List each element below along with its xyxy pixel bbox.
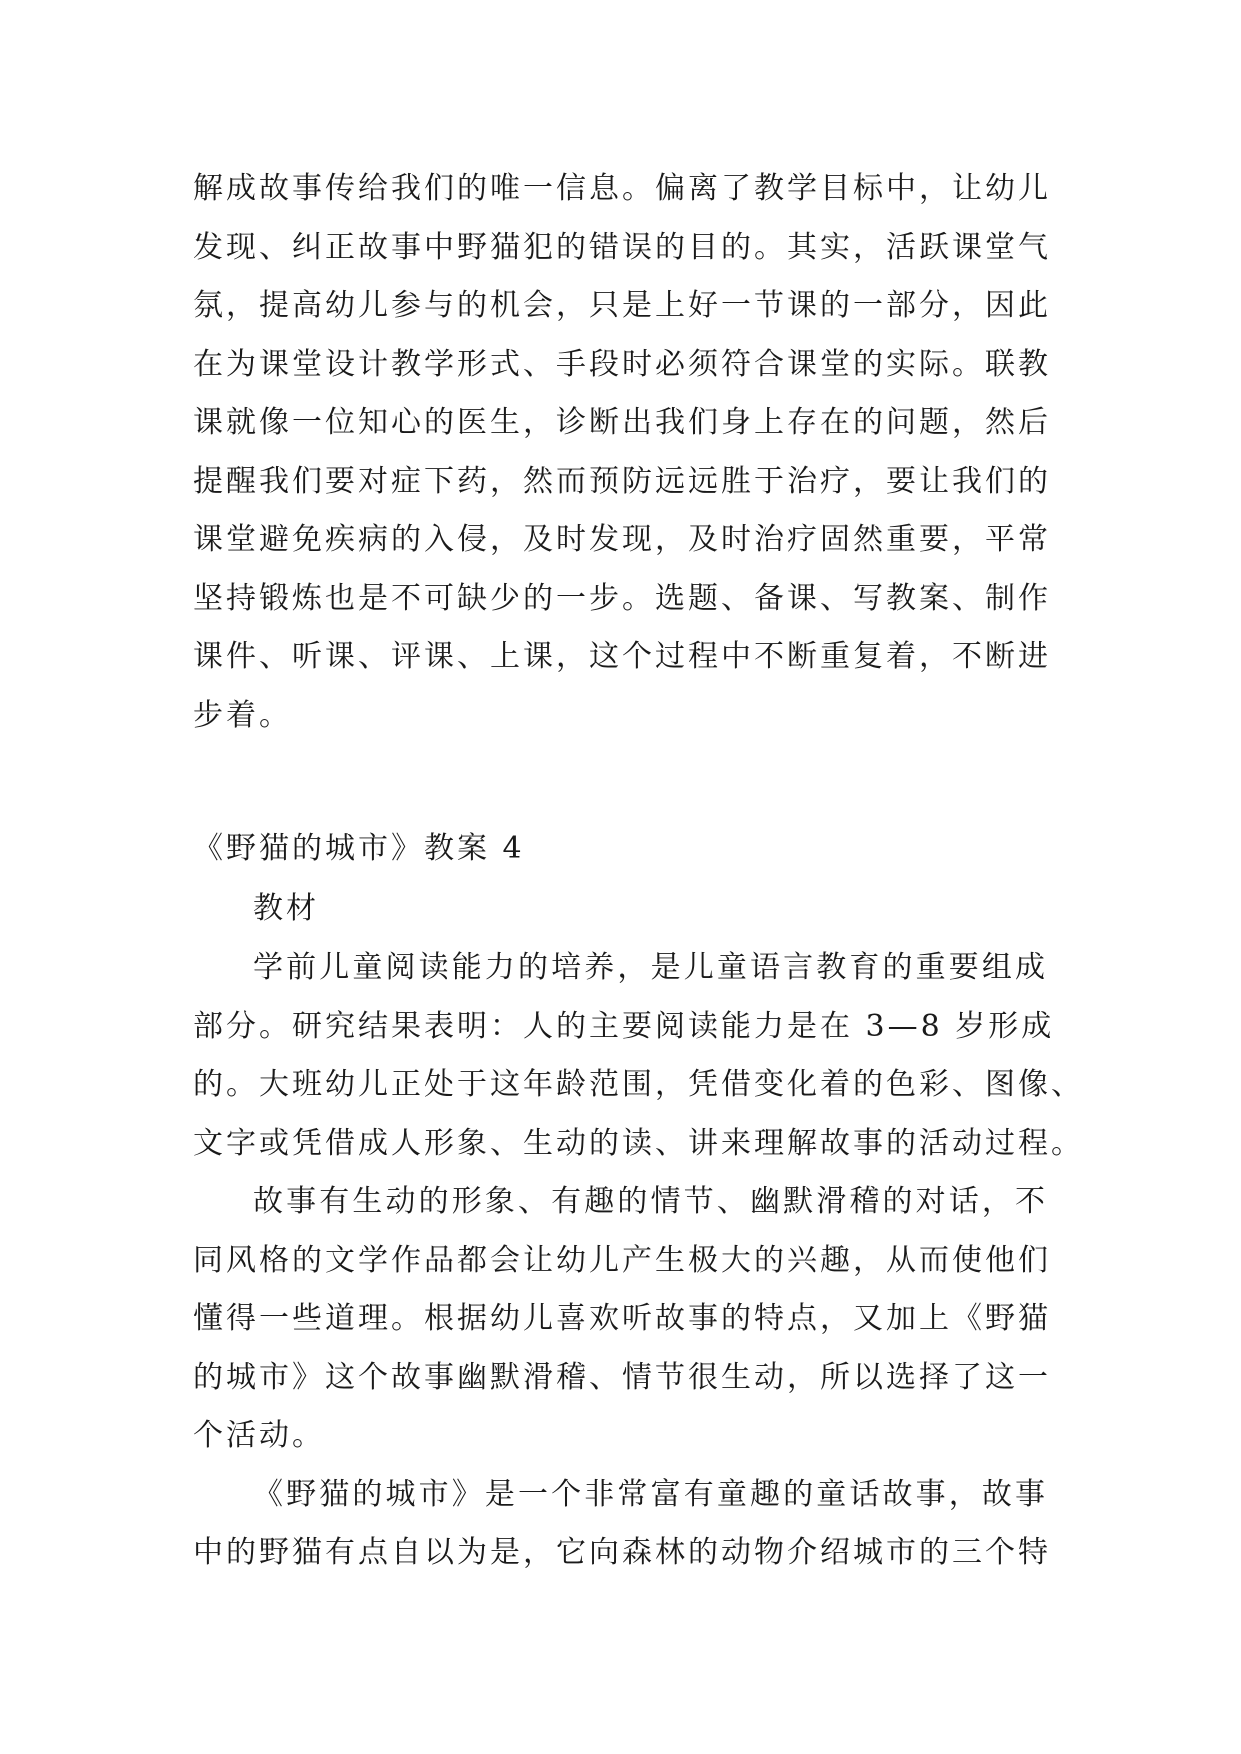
section-title: 《野猫的城市》教案 4 xyxy=(193,831,525,866)
paragraph-3 xyxy=(193,1466,1051,1583)
text-line: 发现、纠正故事中野猫犯的错误的目的。其实，活跃课堂气 xyxy=(193,229,1051,265)
text-line: 中的野猫有点自以为是，它向森林的动物介绍城市的三个特 xyxy=(193,1535,1051,1570)
text-line: 部分。研究结果表明：人的主要阅读能力是在 3—8 岁形成 xyxy=(193,1008,1055,1044)
text-line: 懂得一些道理。根据幼儿喜欢听故事的特点，又加上《野猫 xyxy=(193,1301,1051,1336)
text-line: 故事有生动的形象、有趣的情节、幽默滑稽的对话，不 xyxy=(253,1184,1048,1219)
section-spacer xyxy=(193,745,1048,819)
text-line: 课件、听课、评课、上课，这个过程中不断重复着，不断进 xyxy=(193,639,1051,674)
document-page xyxy=(193,160,1084,1583)
text-line: 坚持锻炼也是不可缺少的一步。选题、备课、写教案、制作 xyxy=(193,580,1051,616)
text-line: 文字或凭借成人形象、生动的读、讲来理解故事的活动过程。 xyxy=(193,1125,1084,1161)
paragraph-1 xyxy=(193,939,1084,1173)
text-line: 个活动。 xyxy=(193,1418,325,1453)
subheading: 教材 xyxy=(253,891,319,926)
text-line: 提醒我们要对症下药，然而预防远远胜于治疗，要让我们的 xyxy=(193,463,1051,499)
text-line: 课堂避免疾病的入侵，及时发现，及时治疗固然重要，平常 xyxy=(193,522,1051,557)
text-line: 的。大班幼儿正处于这年龄范围，凭借变化着的色彩、图像、 xyxy=(193,1067,1084,1102)
text-line: 的城市》这个故事幽默滑稽、情节很生动，所以选择了这一 xyxy=(193,1359,1051,1395)
text-line: 氛，提高幼儿参与的机会，只是上好一节课的一部分，因此 xyxy=(193,288,1051,323)
text-line: 同风格的文学作品都会让幼儿产生极大的兴趣，从而使他们 xyxy=(193,1242,1051,1278)
text-line: 课就像一位知心的医生，诊断出我们身上存在的问题，然后 xyxy=(193,405,1051,440)
text-line: 学前儿童阅读能力的培养，是儿童语言教育的重要组成 xyxy=(253,950,1048,985)
continued-paragraph xyxy=(193,160,1051,745)
text-line: 解成故事传给我们的唯一信息。偏离了教学目标中，让幼儿 xyxy=(193,171,1051,206)
text-line: 步着。 xyxy=(193,697,292,733)
text-line: 在为课堂设计教学形式、手段时必须符合课堂的实际。联教 xyxy=(193,346,1051,382)
text-line: 《野猫的城市》是一个非常富有童趣的童话故事，故事 xyxy=(253,1476,1048,1512)
paragraph-2 xyxy=(193,1173,1051,1466)
